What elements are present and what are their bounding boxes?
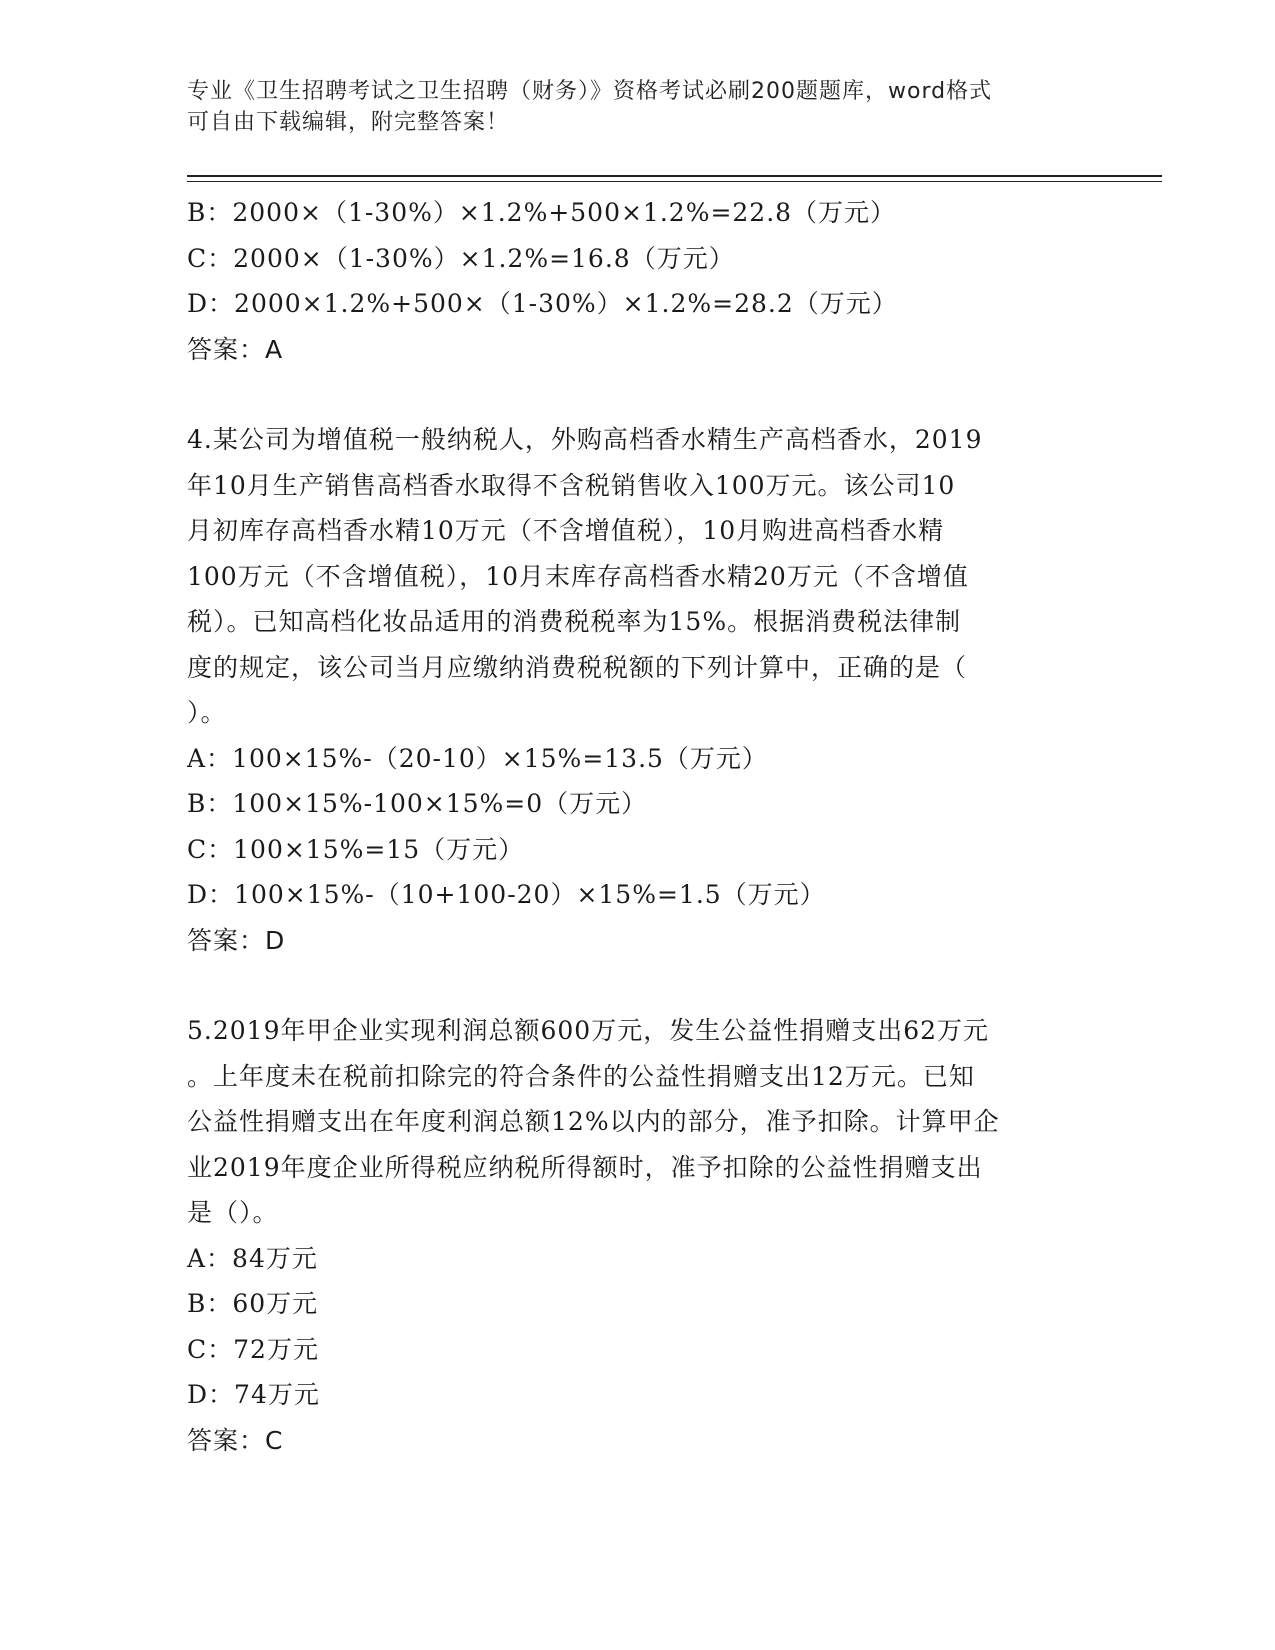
q4-answer: 答案：D (187, 925, 286, 955)
q4-option-c: C：100×15%=15（万元） (187, 834, 525, 864)
q4-stem-line: ）。 (187, 698, 227, 727)
question-4-block (187, 417, 1087, 963)
q4-option-b: B：100×15%-100×15%=0（万元） (187, 789, 648, 818)
q3-option-c: C：2000×（1-30%）×1.2%=16.8（万元） (187, 243, 735, 273)
q5-stem-line: 5.2019年甲企业实现利润总额600万元，发生公益性捐赠支出62万元 (187, 1016, 990, 1045)
q5-stem-line: 。上年度未在税前扣除完的符合条件的公益性捐赠支出12万元。已知 (187, 1061, 975, 1091)
header-line-1: 专业《卫生招聘考试之卫生招聘（财务）》资格考试必刷200题题库，word格式 (187, 79, 993, 104)
q3-option-b: B：2000×（1-30%）×1.2%+500×1.2%=22.8（万元） (187, 198, 897, 227)
q5-stem-line: 公益性捐赠支出在年度利润总额12%以内的部分，准予扣除。计算甲企 (187, 1107, 1000, 1136)
q5-stem-line: 是（）。 (187, 1198, 279, 1227)
question-3-block (187, 190, 1087, 372)
header-rule-thick (187, 175, 1162, 177)
q4-stem-line: 100万元（不含增值税），10月末库存高档香水精20万元（不含增值 (187, 561, 969, 591)
header-rule-thin (187, 181, 1162, 182)
section-gap (187, 372, 1087, 417)
q5-option-a: A：84万元 (187, 1243, 318, 1273)
header-line-2: 可自由下载编辑，附完整答案！ (187, 110, 510, 135)
q5-option-d: D：74万元 (187, 1380, 320, 1409)
q4-option-d: D：100×15%-（10+100-20）×15%=1.5（万元） (187, 880, 826, 909)
q4-stem-line: 月初库存高档香水精10万元（不含增值税），10月购进高档香水精 (187, 516, 945, 545)
q5-option-c: C：72万元 (187, 1334, 319, 1364)
q4-stem-line: 年10月生产销售高档香水取得不含税销售收入100万元。该公司10 (187, 470, 956, 500)
q5-option-b: B：60万元 (187, 1289, 319, 1318)
question-5-block (187, 1008, 1087, 1463)
q4-stem-line: 税）。已知高档化妆品适用的消费税税率为15%。根据消费税法律制 (187, 607, 962, 636)
document-body (187, 190, 1087, 1463)
document-header (187, 76, 1067, 138)
q4-option-a: A：100×15%-（20-10）×15%=13.5（万元） (187, 743, 768, 773)
q3-option-d: D：2000×1.2%+500×（1-30%）×1.2%=28.2（万元） (187, 289, 898, 318)
q4-stem-line: 度的规定，该公司当月应缴纳消费税税额的下列计算中，正确的是（ (187, 652, 968, 682)
section-gap (187, 963, 1087, 1008)
q5-stem-line: 业2019年度企业所得税应纳税所得额时，准予扣除的公益性捐赠支出 (187, 1152, 983, 1182)
q3-answer: 答案：A (187, 334, 284, 364)
q4-stem-line: 4.某公司为增值税一般纳税人，外购高档香水精生产高档香水，2019 (187, 425, 983, 454)
q5-answer: 答案：C (187, 1425, 284, 1455)
